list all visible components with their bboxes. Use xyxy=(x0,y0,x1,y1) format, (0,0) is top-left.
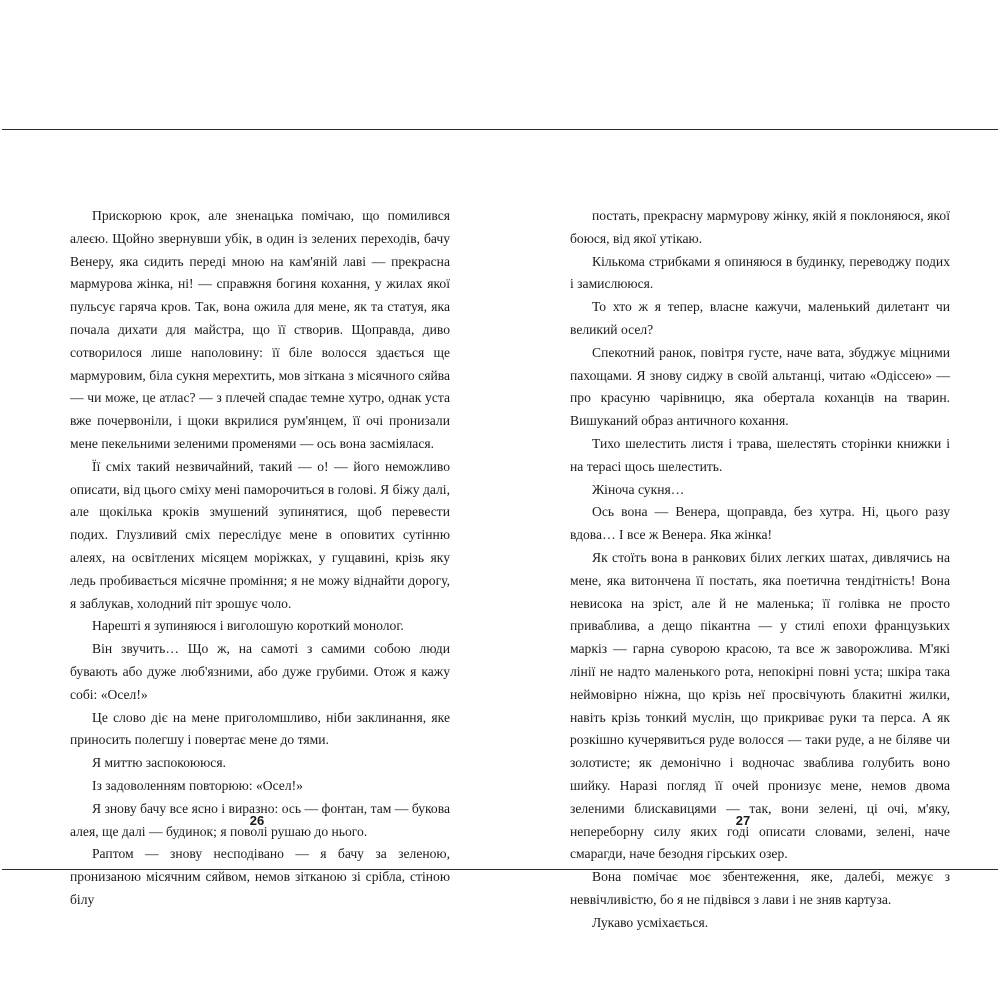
page-number: 26 xyxy=(249,813,265,828)
left-page xyxy=(2,130,500,907)
paragraph: Я знову бачу все ясно і виразно: ось — фонтан, там — букова алея, ще далі — будинок; я поволі рушаю до нього. xyxy=(70,800,450,839)
paragraph: Вона помічає моє збентеження, яке, далебі, межує з неввічливістю, бо я не підвівся з лави і не зняв картуза. xyxy=(570,869,950,907)
paragraph: Як стоїть вона в ранкових білих легких шатах, дивлячись на мене, яка витончена її постать, яка поетична тендітність! Вона невисока на зріст, але й не маленька; її голівка не просто приваблива, а дещо пікантна — у стилі епохи французьких маркіз — гарна суворою красою, та все ж заворожлива. М'які лінії не надто маленького рота, непокірні повні уста; шкіра така неймовірно ніжна, що крізь неї просвічують блакитні жилки, навіть крізь тонкий муслін, що прикриває руки та перса. А як розкішно кучерявиться руде волосся — таки руде, а не біляве чи золотисте; як демонічно і водночас зваблива голубить воно шийку. Наразі погляд її очей пронизує мене, немов двома зеленими блискавицями — так, вони зелені, ці очі, м'яку, непереборну силу яких годі описати словами, зелені, наче смарагди, наче безодня гірських озер. xyxy=(570,549,950,862)
paragraph: То хто ж я тепер, власне кажучи, маленький дилетант чи великий осел? xyxy=(570,299,950,337)
paragraph: Жіноча сукня… xyxy=(592,481,685,497)
paragraph: Її сміх такий незвичайний, такий — о! — його неможливо описати, від цього сміху мені паморочиться в голові. Я біжу далі, але щокілька кроків змушений зупинятися, щоб перевести подих. Глузливий сміх переслідує мене в оповитих сутінню алеях, на освітлених місяцем моріжках, у гущавині, крізь яку ледь пробивається місячне проміння; я не можу віднайти дорогу, я заблукав, холодний піт зрошує чоло. xyxy=(70,458,450,611)
paragraph: Я миттю заспокоююся. xyxy=(92,755,226,771)
paragraph: Це слово діє на мене приголомшливо, ніби заклинання, яке приносить полегшу і повертає мене до тями. xyxy=(70,709,450,748)
page-number: 27 xyxy=(735,813,751,828)
paragraph: Нарешті я зупиняюся і виголошую короткий монолог. xyxy=(92,618,404,634)
paragraph: Лукаво усміхається. xyxy=(592,914,709,930)
paragraph: Раптом — знову несподівано — я бачу за зеленою, пронизаною місячним сяйвом, немов зітканою зі срібла, стіною білу xyxy=(70,846,450,907)
paragraph: Тихо шелестить листя і трава, шелестять сторінки книжки і на терасі щось шелестить. xyxy=(570,435,950,474)
right-page xyxy=(500,130,998,930)
paragraph: Ось вона — Венера, щоправда, без хутра. Ні, цього разу вдова… І все ж Венера. Яка жінка! xyxy=(570,504,950,543)
book-spread xyxy=(2,129,998,930)
paragraph: Кількома стрибками я опиняюся в будинку, переводжу подих і замислююся. xyxy=(570,253,950,292)
paragraph: Спекотний ранок, повітря густе, наче вата, збуджує міцними пахощами. Я знову сиджу в своїй альтанці, читаю «Одіссею» — про красуню чарівницю, яка обертала коханців на тварин. Вишуканий образ античного кохання. xyxy=(570,344,950,429)
paragraph: постать, прекрасну мармурову жінку, якій я поклоняюся, якої боюся, від якої утікаю. xyxy=(570,208,950,246)
paragraph: Він звучить… Що ж, на самоті з самими собою люди бувають або дуже люб'язними, або дуже грубими. Отож я кажу собі: «Осел!» xyxy=(70,641,450,702)
paragraph: Прискорюю крок, але зненацька помічаю, що помилився алеєю. Щойно звернувши убік, в один із зелених переходів, бачу Венеру, яка сидить переді мною на кам'яній лаві — прекрасна мармурова жінка, ні! — справжня богиня кохання, у жилах якої пульсує гаряча кров. Так, вона ожила для мене, як та статуя, яка почала дихати для майстра, що її створив. Щоправда, диво сотворилося лише наполовину: її біле волосся здається ще мармуровим, біла сукня мерехтить, мов зіткана з місячного сяйва — чи може, це атлас? — з плечей спадає темне хутро, однак уста вже почервоніли, і щоки вкрилися рум'янцем, її очі пронизали мене пекельними зеленими променями — ось вона засміялася. xyxy=(70,208,450,451)
paragraph: Із задоволенням повторюю: «Осел!» xyxy=(92,777,303,793)
left-page-text xyxy=(70,205,450,912)
